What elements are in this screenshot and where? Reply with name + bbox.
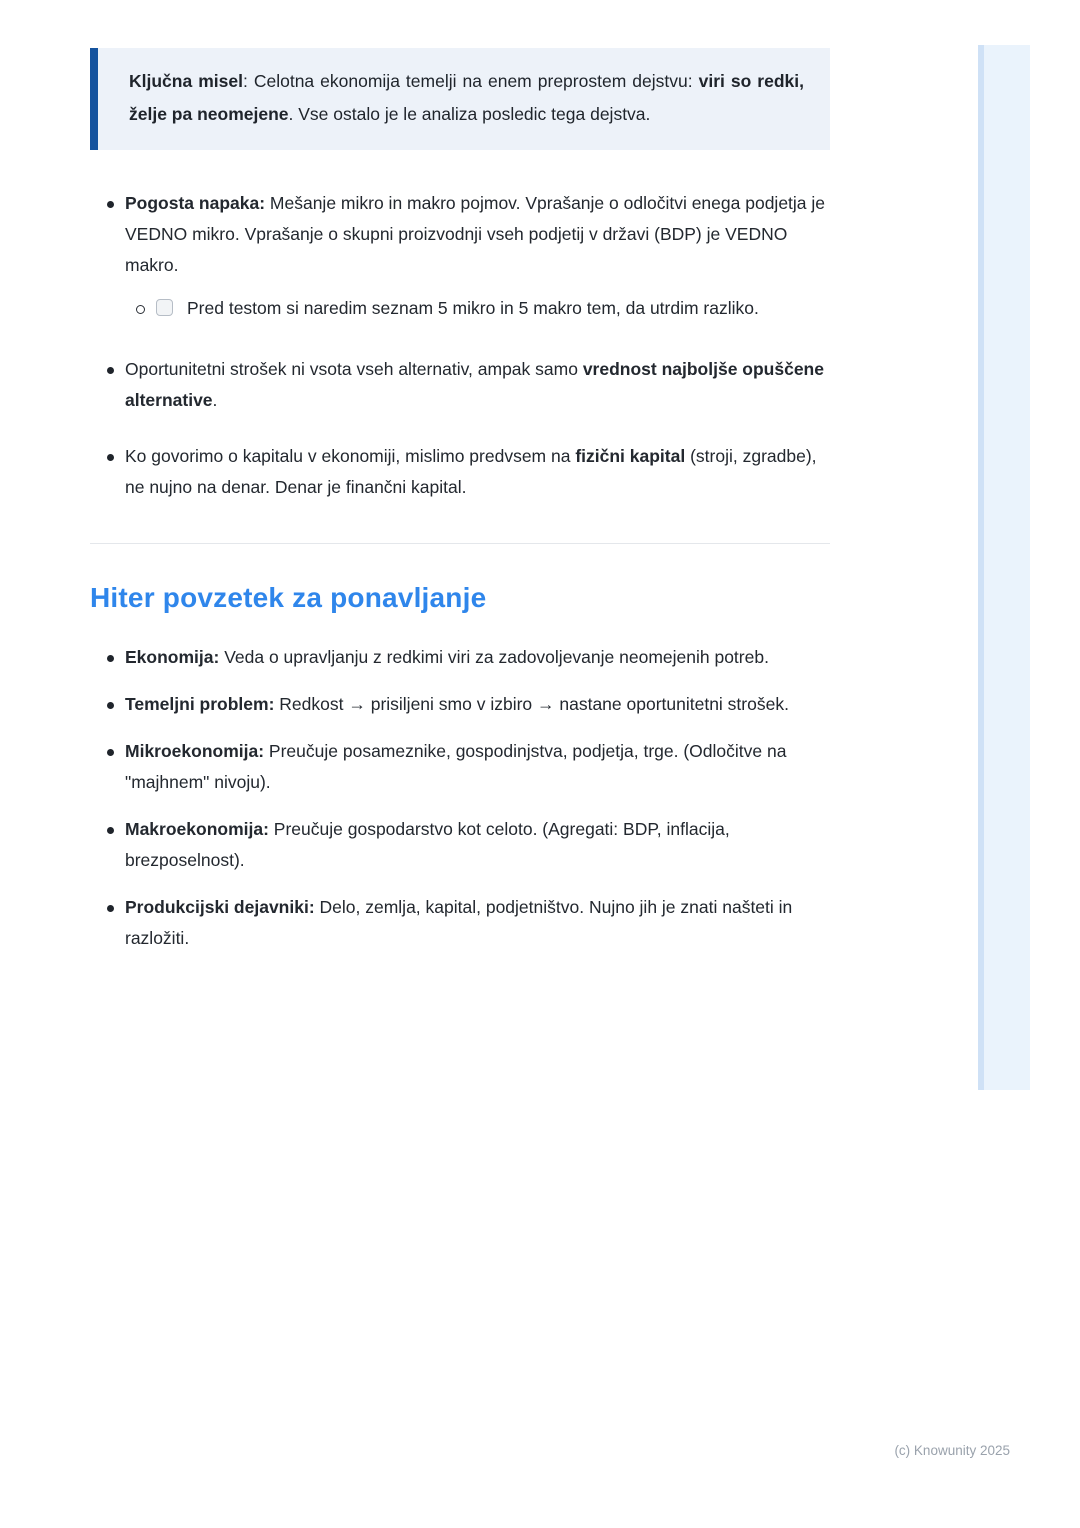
bullet-icon (107, 655, 114, 662)
summary-text: Ekonomija: Veda o upravljanju z redkimi viri za zadovoljevanje neomejenih potreb. (125, 647, 769, 667)
callout-text: Ključna misel: Celotna ekonomija temelji na enem preprostem dejstvu: viri so redki, želje pa neomejene. Vse ostalo je le analiza posledic tega dejstva. (129, 71, 804, 124)
circle-bullet-icon (136, 305, 145, 314)
summary-text: Makroekonomija: Preučuje gospodarstvo kot celoto. (Agregati: BDP, inflacija, brezposelnost). (125, 819, 730, 870)
bullet-icon (107, 827, 114, 834)
section-heading: Hiter povzetek za ponavljanje (90, 582, 487, 613)
bullet-icon (107, 454, 114, 461)
bullet-icon (107, 905, 114, 912)
bullet-icon (107, 201, 114, 208)
summary-text: Temeljni problem: Redkost → prisiljeni smo v izbiro → nastane oportunitetni strošek. (125, 694, 789, 714)
bullet-icon (107, 367, 114, 374)
page-edge-strip (978, 45, 1030, 1090)
note-text: Ko govorimo o kapitalu v ekonomiji, mislimo predvsem na fizični kapital (stroji, zgradbe), ne nujno na denar. Denar je finančni kapital. (125, 446, 817, 497)
todo-text: Pred testom si naredim seznam 5 mikro in 5 makro tem, da utrdim razliko. (187, 298, 759, 318)
summary-text: Mikroekonomija: Preučuje posameznike, gospodinjstva, podjetja, trge. (Odločitve na "majhnem" nivoju). (125, 741, 787, 792)
list-item (90, 814, 830, 876)
list-item (90, 642, 830, 673)
list-item (90, 441, 830, 503)
bullet-icon (107, 749, 114, 756)
note-text: Oportunitetni strošek ni vsota vseh alternativ, ampak samo vrednost najboljše opuščene alternative. (125, 359, 824, 410)
key-idea-callout (90, 48, 830, 150)
todo-item (156, 293, 759, 324)
section-divider (90, 543, 830, 544)
list-item (90, 689, 830, 720)
document-page (90, 0, 830, 954)
list-item (90, 736, 830, 798)
summary-text: Produkcijski dejavniki: Delo, zemlja, kapital, podjetništvo. Nujno jih je znati našteti in razložiti. (125, 897, 793, 948)
copyright-footer: (c) Knowunity 2025 (894, 1443, 1010, 1458)
list-item (90, 354, 830, 416)
sub-list-item (90, 293, 830, 324)
bullet-icon (107, 702, 114, 709)
list-item (90, 188, 830, 281)
list-item (90, 892, 830, 954)
notes-list (90, 188, 830, 503)
summary-list (90, 642, 830, 954)
note-text: Pogosta napaka: Mešanje mikro in makro pojmov. Vprašanje o odločitvi enega podjetja je VEDNO mikro. Vprašanje o skupni proizvodnji vseh podjetij v državi (BDP) je VEDNO makro. (125, 193, 826, 275)
todo-checkbox[interactable] (156, 299, 173, 316)
